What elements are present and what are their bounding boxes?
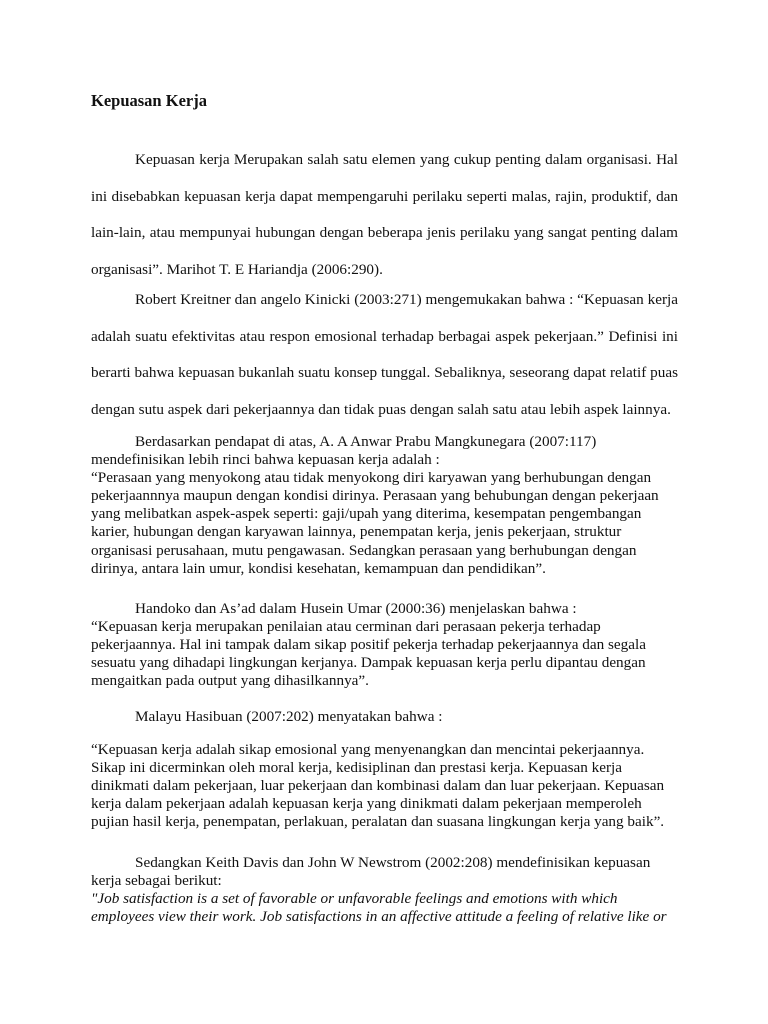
paragraph-4-quote: “Kepuasan kerja merupakan penilaian atau cerminan dari perasaan pekerja terhadap pekerjaannya. Hal ini tampak dalam sikap positif pekerja terhadap pekerjaannya dan segala sesuatu yang dihadapi lingkungan kerjanya. Dampak kepuasan kerja perlu dipantau dengan mengaitkan pada output yang dihasilkannya”.	[91, 618, 646, 690]
paragraph-6	[91, 854, 678, 926]
paragraph-3-intro: Berdasarkan pendapat di atas, A. A Anwar Prabu Mangkunegara (2007:117) mendefinisikan lebih rinci bahwa kepuasan kerja adalah :	[91, 433, 597, 469]
paragraph-3	[91, 433, 678, 578]
paragraph-3-quote: “Perasaan yang menyokong atau tidak menyokong diri karyawan yang berhubungan dengan pekerjaannnya maupun dengan kondisi dirinya. Perasaan yang behubungan dengan pekerjaan yang melibatkan aspek-aspek seperti: gaji/upah yang diterima, kesempatan pengembangan karier, hubungan dengan karyawan lainnya, penempatan kerja, jenis pekerjaan, struktur organisasi perusahaan, mutu pengawasan. Sedangkan perasaan yang berhubungan dengan dirinya, antara lain umur, kondisi kesehatan, kemampuan dan pendidikan”.	[91, 469, 659, 577]
paragraph-6-quote: "Job satisfaction is a set of favorable or unfavorable feelings and emotions with which employees view their work. Job satisfactions in an affective attitude a feeling of relative like or	[91, 890, 667, 926]
paragraph-5-intro: Malayu Hasibuan (2007:202) menyatakan bahwa :	[135, 708, 443, 725]
paragraph-4	[91, 600, 678, 690]
paragraph-2: Robert Kreitner dan angelo Kinicki (2003:271) mengemukakan bahwa : “Kepuasan kerja adalah suatu efektivitas atau respon emosional terhadap berbagai aspek pekerjaan.” Definisi ini berarti bahwa kepuasan bukanlah suatu konsep tunggal. Sebaliknya, seseorang dapat relatif puas dengan sutu aspek dari pekerjaannya dan tidak puas dengan salah satu atau lebih aspek lainnya.	[91, 291, 678, 418]
paragraph-5-quote: “Kepuasan kerja adalah sikap emosional yang menyenangkan dan mencintai pekerjaannya. Sikap ini dicerminkan oleh moral kerja, kedisiplinan dan prestasi kerja. Kepuasan kerja dinikmati dalam pekerjaan, luar pekerjaan dan kombinasi dalam dan luar pekerjaan. Kepuasan kerja dalam pekerjaan adalah kepuasan kerja yang dinikmati dalam pekerjaan memperoleh pujian hasil kerja, penempatan, perlakuan, peralatan dan suasana lingkungan kerja yang baik”.	[91, 741, 665, 831]
paragraph-4-intro: Handoko dan As’ad dalam Husein Umar (2000:36) menjelaskan bahwa :	[135, 600, 577, 617]
paragraph-6-intro: Sedangkan Keith Davis dan John W Newstrom (2002:208) mendefinisikan kepuasan kerja sebagai berikut:	[91, 854, 651, 890]
document-title: Kepuasan Kerja	[91, 91, 207, 110]
paragraph-1: Kepuasan kerja Merupakan salah satu elemen yang cukup penting dalam organisasi. Hal ini disebabkan kepuasan kerja dapat mempengaruhi perilaku seperti malas, rajin, produktif, dan lain-lain, atau mempunyai hubungan dengan beberapa jenis perilaku yang sangat penting dalam organisasi”. Marihot T. E Hariandja (2006:290).	[91, 151, 678, 278]
